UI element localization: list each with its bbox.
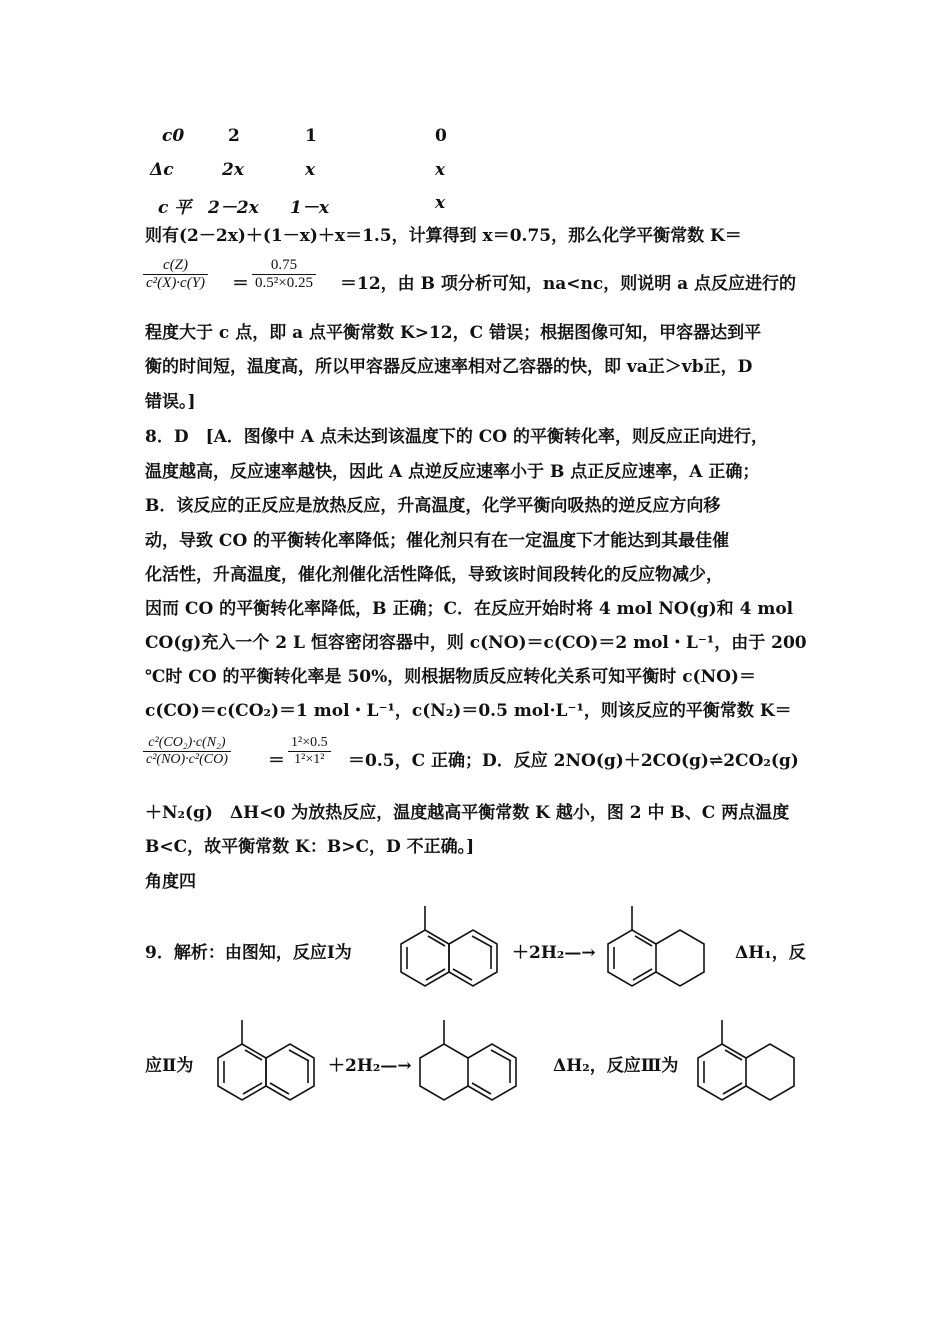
1-methyltetralin-icon (692, 1016, 804, 1108)
fraction-kz: $\frac{c(Z)}{\text{c²(X)·c(Y)}}$ (143, 257, 208, 292)
text-line: 动，导致 CO 的平衡转化率降低；催化剂只有在一定温度下才能达到其最佳催 (145, 531, 730, 551)
text-line: 9．解析：由图知，反应Ⅰ为 (145, 943, 352, 963)
reaction-arrow: ＋2H₂—→ (512, 943, 596, 963)
text-line: ＝0.5，C 正确；D．反应 2NO(g)＋2CO(g)⇌2CO₂(g) (348, 751, 799, 771)
text-line: CO(g)充入一个 2 L 恒容密闭容器中，则 c(NO)＝c(CO)＝2 mol・L⁻¹，由于 200 (145, 633, 807, 653)
text-line: ℃时 CO 的平衡转化率是 50%，则根据物质反应转化关系可知平衡时 c(NO)＝ (145, 667, 756, 687)
enthalpy-label: ΔH₁，反 (735, 943, 806, 963)
text-line: B<C，故平衡常数 K：B>C，D 不正确。] (145, 837, 475, 857)
1-methylnaphthalene-icon (212, 1016, 324, 1108)
1-methyltetralin-icon (602, 902, 714, 994)
text-line: 温度越高，反应速率越快，因此 A 点逆反应速率小于 B 点正反应速率，A 正确； (145, 462, 760, 482)
text-line: 程度大于 c 点，即 a 点平衡常数 K>12，C 错误；根据图像可知，甲容器达到平 (145, 323, 762, 343)
section-heading: 角度四 (145, 872, 196, 892)
fraction-k-expression: $\frac{\text{c²(CO₂)·c(N₂)}}{\text{c²(NO)·c²(CO)}}$ (143, 735, 231, 768)
equals-sign: ＝ (268, 751, 285, 771)
text-line: ＋N₂(g) ΔH<0 为放热反应，温度越高平衡常数 K 越小，图 2 中 B、C 两点温度 (145, 803, 790, 823)
5-methyltetralin-icon (414, 1016, 526, 1108)
text-line: 错误。] (145, 392, 196, 412)
fraction-values: $\frac{0.75}{\text{0.5²×0.25}}$ (252, 257, 316, 292)
text-line: 8．D [A．图像中 A 点未达到该温度下的 CO 的平衡转化率，则反应正向进行， (145, 427, 769, 447)
text-line: 应Ⅱ为 (145, 1056, 194, 1076)
text-line: 则有(2－2x)＋(1－x)＋x＝1.5，计算得到 x＝0.75，那么化学平衡常数 K＝ (145, 226, 742, 246)
text-line: 衡的时间短，温度高，所以甲容器反应速率相对乙容器的快，即 va正＞vb正，D (145, 357, 753, 377)
fraction-k-values: $\frac{\text{1²×0.5}}{\text{1²×1²}}$ (288, 735, 331, 768)
1-methylnaphthalene-icon (395, 902, 507, 994)
row-label: c0 (162, 126, 185, 146)
enthalpy-label: ΔH₂，反应Ⅲ为 (553, 1056, 679, 1076)
reaction-arrow: ＋2H₂—→ (328, 1056, 412, 1076)
text-line: ＝12，由 B 项分析可知，na<nc，则说明 a 点反应进行的 (340, 274, 797, 294)
text-line: 因而 CO 的平衡转化率降低，B 正确；C．在反应开始时将 4 mol NO(g)和 4 mol (145, 599, 794, 619)
equals-sign: ＝ (232, 274, 249, 294)
text-line: 化活性，升高温度，催化剂催化活性降低，导致该时间段转化的反应物减少， (145, 565, 723, 585)
text-line: c(CO)＝c(CO₂)＝1 mol・L⁻¹，c(N₂)＝0.5 mol·L⁻¹，则该反应的平衡常数 K＝ (145, 701, 792, 721)
text-line: B．该反应的正反应是放热反应，升高温度，化学平衡向吸热的逆反应方向移 (145, 496, 721, 516)
